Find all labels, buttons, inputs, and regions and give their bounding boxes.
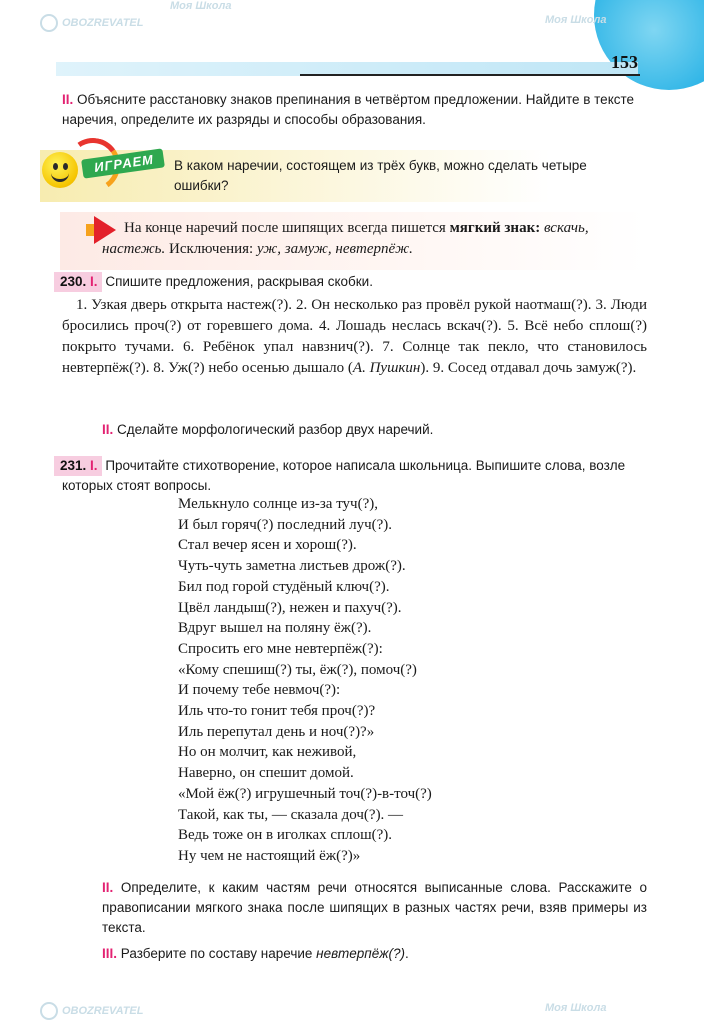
watermark	[170, 0, 231, 12]
poem-line: «Кому спешиш(?) ты, ёж(?), помоч(?)	[178, 661, 417, 678]
poem-line: Мелькнуло солнце из-за туч(?),	[178, 496, 379, 512]
rule-exceptions: уж, замуж, невтерпёж.	[256, 241, 413, 257]
exercise-number-label	[54, 456, 102, 476]
poem-line: Чуть-чуть заметна листьев дрож(?).	[178, 558, 406, 575]
poem-line: Ну чем не настоящий ёж(?)»	[178, 847, 361, 864]
intro-task	[62, 90, 647, 130]
rule-text-part: Исключения:	[165, 241, 257, 257]
watermark-logo-icon	[40, 14, 58, 32]
exercise-230-text	[62, 295, 647, 379]
poem-line: Иль что-то гонит тебя проч(?)?	[178, 703, 376, 720]
poem-line: Иль перепутал день и ноч(?)?»	[178, 723, 375, 740]
play-question: В каком наречии, состоящем из трёх букв, можно сделать четыре ошибки?	[174, 158, 587, 193]
poem-line: Наверно, он спешит домой.	[178, 765, 354, 782]
poem-line: Ведь тоже он в иголках сплош(?).	[178, 827, 393, 844]
task-marker: III.	[102, 946, 118, 961]
watermark-text: Моя Школа	[545, 1002, 607, 1014]
watermark-logo-icon	[40, 1002, 58, 1020]
watermark-text: Моя Школа	[545, 14, 607, 26]
page-number: 153	[611, 52, 638, 72]
watermark	[40, 14, 143, 32]
task-text-end: .	[405, 946, 409, 961]
task-marker: II.	[102, 880, 114, 895]
poem-line: Но он молчит, как неживой,	[178, 744, 357, 761]
exercise-number: 230.	[60, 274, 87, 289]
poem-line: Такой, как ты, — сказала доч(?). —	[178, 806, 404, 823]
task-text: Сделайте морфологический разбор двух наречий.	[117, 422, 434, 437]
poem	[178, 494, 578, 867]
exercise-231-task2	[62, 878, 647, 938]
exercise-231-task3	[62, 944, 687, 964]
watermark	[545, 1002, 606, 1014]
task-marker: II.	[62, 92, 74, 107]
watermark-text: Моя Школа	[170, 0, 232, 12]
exercise-instruction: Спишите предложения, раскрывая скобки.	[105, 274, 373, 289]
watermark-text: OBOZREVATEL	[62, 1004, 144, 1017]
play-badge: ИГРАЕМ	[81, 148, 165, 178]
exercise-230-task2	[62, 420, 687, 440]
exercise-230-header	[62, 272, 647, 292]
exercise-number-label	[54, 272, 102, 292]
rule-text-part: На конце наречий после шипящих всегда пишется	[124, 220, 450, 236]
rule-text	[102, 218, 624, 260]
author-name: А. Пушкин	[352, 360, 421, 376]
task-marker: II.	[102, 422, 114, 437]
task-text: Объясните расстановку знаков препинания в четвёртом предложении. Найдите в тексте наречия, определите их разряды и способы образования.	[62, 92, 635, 127]
exercise-231-header	[62, 456, 647, 496]
task-marker: I.	[90, 458, 98, 473]
rule-bold: мягкий знак:	[449, 220, 541, 236]
watermark	[40, 1002, 143, 1020]
poem-line: Цвёл ландыш(?), нежен и пахуч(?).	[178, 599, 402, 616]
exercise-sentences: 1. Узкая дверь открыта настеж(?). 2. Он несколько раз провёл рукой наотмаш(?). 3. Люди бросились проч(?) от горевшего дома. 4. Лошадь неслась вскач(?). 5. Всё небо сплош(?) покрыто тучами. 6. Ребёнок упал навзнич(?). 7. Солнце так пекло, что становилось невтерпёж(?). 8. Уж(?) небо осенью дышало (	[62, 297, 647, 376]
task-word: невтерпёж(?)	[316, 946, 405, 961]
exercise-sentences: ). 9. Сосед отдавал дочь замуж(?).	[420, 360, 637, 376]
smiley-icon	[42, 152, 78, 188]
watermark-text: OBOZREVATEL	[62, 16, 144, 29]
header-rule	[300, 74, 640, 76]
exercise-instruction: Прочитайте стихотворение, которое написала школьница. Выпишите слова, возле которых стоят вопросы.	[62, 458, 626, 493]
poem-line: И был горяч(?) последний луч(?).	[178, 516, 393, 533]
poem-line: «Мой ёж(?) игрушечный точ(?)-в-точ(?)	[178, 785, 432, 802]
poem-line: Вдруг вышел на поляну ёж(?).	[178, 620, 372, 637]
task-marker: I.	[90, 274, 98, 289]
poem-line: И почему тебе невмоч(?):	[178, 682, 341, 699]
poem-line: Стал вечер ясен и хорош(?).	[178, 537, 357, 554]
poem-line: Бил под горой студёный ключ(?).	[178, 578, 390, 595]
page-corner-decoration	[594, 0, 704, 90]
task-text: Определите, к каким частям речи относятся выписанные слова. Расскажите о правописании мягкого знака после шипящих в разных частях речи, взяв примеры из текста.	[102, 880, 647, 935]
task-text: Разберите по составу наречие	[120, 946, 317, 961]
poem-line: Спросить его мне невтерпёж(?):	[178, 640, 383, 657]
rule-examples: вскачь, настежь.	[102, 220, 589, 257]
exercise-number: 231.	[60, 458, 87, 473]
